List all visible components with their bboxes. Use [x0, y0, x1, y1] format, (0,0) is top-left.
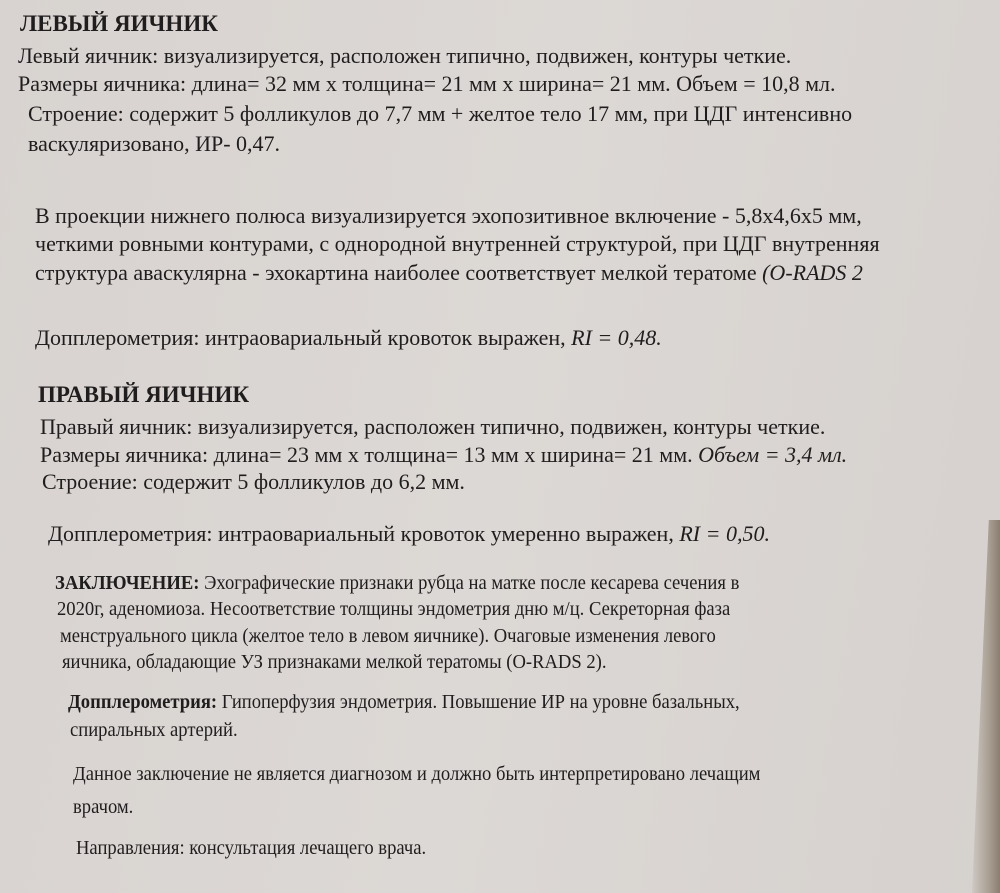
text-line [35, 205, 862, 227]
text-line [40, 444, 847, 466]
text-line [57, 599, 730, 619]
text-line [18, 45, 791, 67]
text-segment: Правый яичник: визуализируется, расположен типично, подвижен, контуры четкие. [40, 414, 826, 439]
text-segment: В проекции нижнего полюса визуализируется эхопозитивное включение - 5,8х4,6х5 мм, [35, 203, 862, 228]
text-segment: Размеры яичника: длина= 32 мм х толщина= 21 мм х ширина= 21 мм. Объем = 10,8 мл. [18, 71, 836, 96]
text-line [18, 73, 836, 95]
text-line [68, 692, 740, 712]
text-segment: Гипоперфузия эндометрия. Повышение ИР на уровне базальных, [221, 691, 740, 713]
text-segment: Объем = 3,4 мл. [698, 442, 848, 467]
text-segment: спиральных артерий. [70, 719, 238, 741]
text-line [40, 416, 825, 438]
text-line [35, 262, 863, 284]
paper-edge [972, 520, 1000, 893]
text-segment: васкуляризовано, ИР- 0,47. [28, 131, 281, 156]
text-segment: RI = 0,48. [571, 325, 662, 350]
text-segment: Строение: содержит 5 фолликулов до 6,2 мм. [42, 469, 465, 494]
text-segment: Строение: содержит 5 фолликулов до 7,7 мм + желтое тело 17 мм, при ЦДГ интенсивно [28, 101, 853, 126]
bold-label: ЗАКЛЮЧЕНИЕ: [55, 572, 205, 594]
text-segment: менструального цикла (желтое тело в левом яичнике). Очаговые изменения левого [60, 625, 716, 647]
text-segment: Направления: консультация лечащего врача. [76, 837, 427, 859]
text-segment: Левый яичник: визуализируется, расположен типично, подвижен, контуры четкие. [18, 43, 792, 68]
text-line [35, 233, 880, 255]
text-line [42, 471, 465, 493]
bold-label: Допплерометрия: [68, 691, 222, 713]
text-segment: структура аваскулярна - эхокартина наиболее соответствует мелкой тератоме [35, 260, 763, 285]
text-line [35, 327, 662, 349]
text-segment: четкими ровными контурами, с однородной внутренней структурой, при ЦДГ внутренняя [35, 231, 880, 256]
text-line [28, 103, 852, 125]
text-line [55, 573, 739, 593]
text-line [48, 523, 770, 545]
text-segment: Допплерометрия: интраовариальный кровоток выражен, [35, 325, 572, 350]
section-heading [38, 383, 249, 406]
text-segment: Данное заключение не является диагнозом и должно быть интерпретировано лечащим [73, 763, 761, 785]
text-segment: яичника, обладающие УЗ признаками мелкой тератомы (O-RADS 2). [62, 651, 607, 673]
text-line [62, 652, 607, 672]
text-segment: 2020г, аденомиоза. Несоответствие толщины эндометрия дню м/ц. Секреторная фаза [57, 598, 731, 620]
text-segment: ЛЕВЫЙ ЯИЧНИК [20, 11, 218, 36]
text-segment: (O-RADS 2 [762, 260, 863, 285]
section-heading [20, 12, 218, 35]
text-segment: Эхографические признаки рубца на матке после кесарева сечения в [204, 572, 740, 594]
text-line [73, 797, 133, 817]
text-line [70, 720, 238, 740]
text-segment: ПРАВЫЙ ЯИЧНИК [38, 382, 250, 407]
text-segment: Размеры яичника: длина= 23 мм х толщина= 13 мм х ширина= 21 мм. [40, 442, 699, 467]
text-line [73, 764, 760, 784]
text-line [76, 838, 426, 858]
text-segment: RI = 0,50. [679, 521, 770, 546]
text-line [60, 626, 716, 646]
text-segment: Допплерометрия: интраовариальный кровоток умеренно выражен, [48, 521, 680, 546]
text-segment: врачом. [73, 796, 134, 818]
text-line [28, 133, 280, 155]
